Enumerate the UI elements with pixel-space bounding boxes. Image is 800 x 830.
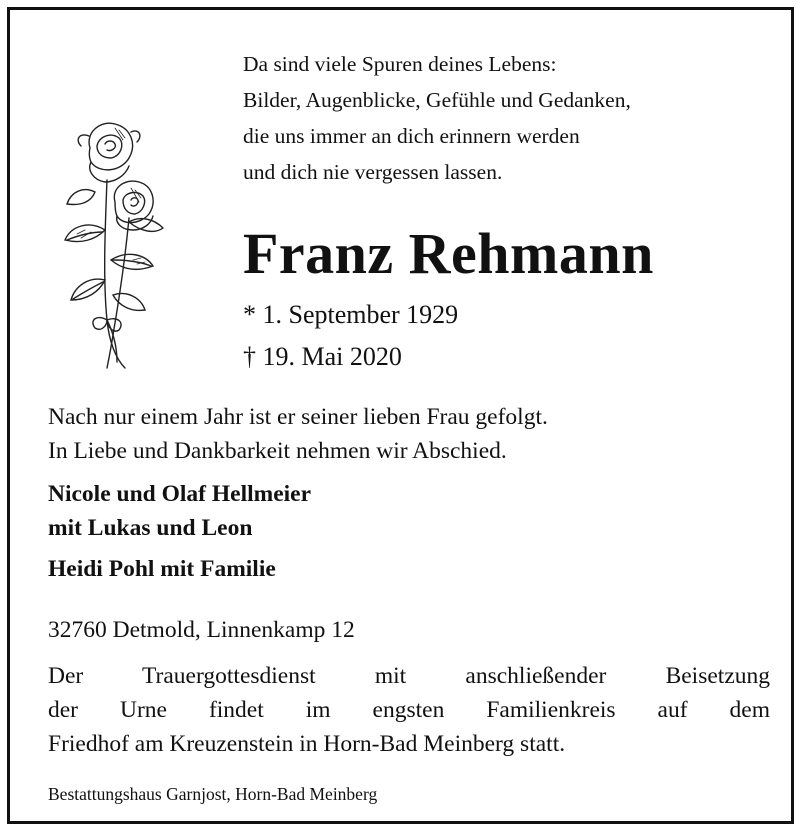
- service-line: Friedhof am Kreuzenstein in Horn-Bad Meinberg statt.: [48, 731, 566, 757]
- poem-line: und dich nie vergessen lassen.: [243, 160, 503, 184]
- poem-line: Bilder, Augenblicke, Gefühle und Gedanken,: [243, 88, 631, 112]
- death-date: † 19. Mai 2020: [243, 342, 402, 371]
- mourner-line: mit Lukas und Leon: [48, 515, 253, 541]
- poem-line: Da sind viele Spuren deines Lebens:: [243, 52, 557, 76]
- mourner-family-1: [48, 477, 770, 545]
- service-notice: [48, 659, 770, 761]
- message-line: Nach nur einem Jahr ist er seiner lieben Frau gefolgt.: [48, 404, 548, 430]
- obituary-frame: [7, 7, 794, 824]
- service-line: Der Trauergottesdienst mit anschließender Beisetzung: [48, 663, 770, 689]
- funeral-home: Bestattungshaus Garnjost, Horn-Bad Meinberg: [48, 784, 378, 804]
- poem-line: die uns immer an dich erinnern werden: [243, 124, 580, 148]
- deceased-name: Franz Rehmann: [243, 221, 654, 286]
- message-line: In Liebe und Dankbarkeit nehmen wir Abschied.: [48, 438, 507, 464]
- service-line: der Urne findet im engsten Familienkreis auf dem: [48, 697, 770, 723]
- mourner-address: 32760 Detmold, Linnenkamp 12: [48, 617, 355, 643]
- farewell-message: [48, 400, 770, 468]
- rose-illustration: [45, 110, 170, 372]
- birth-date: * 1. September 1929: [243, 300, 459, 329]
- memorial-poem: [243, 46, 631, 190]
- life-dates: [243, 294, 458, 378]
- mourner-line: Nicole und Olaf Hellmeier: [48, 481, 312, 507]
- mourner-family-2: Heidi Pohl mit Familie: [48, 556, 276, 582]
